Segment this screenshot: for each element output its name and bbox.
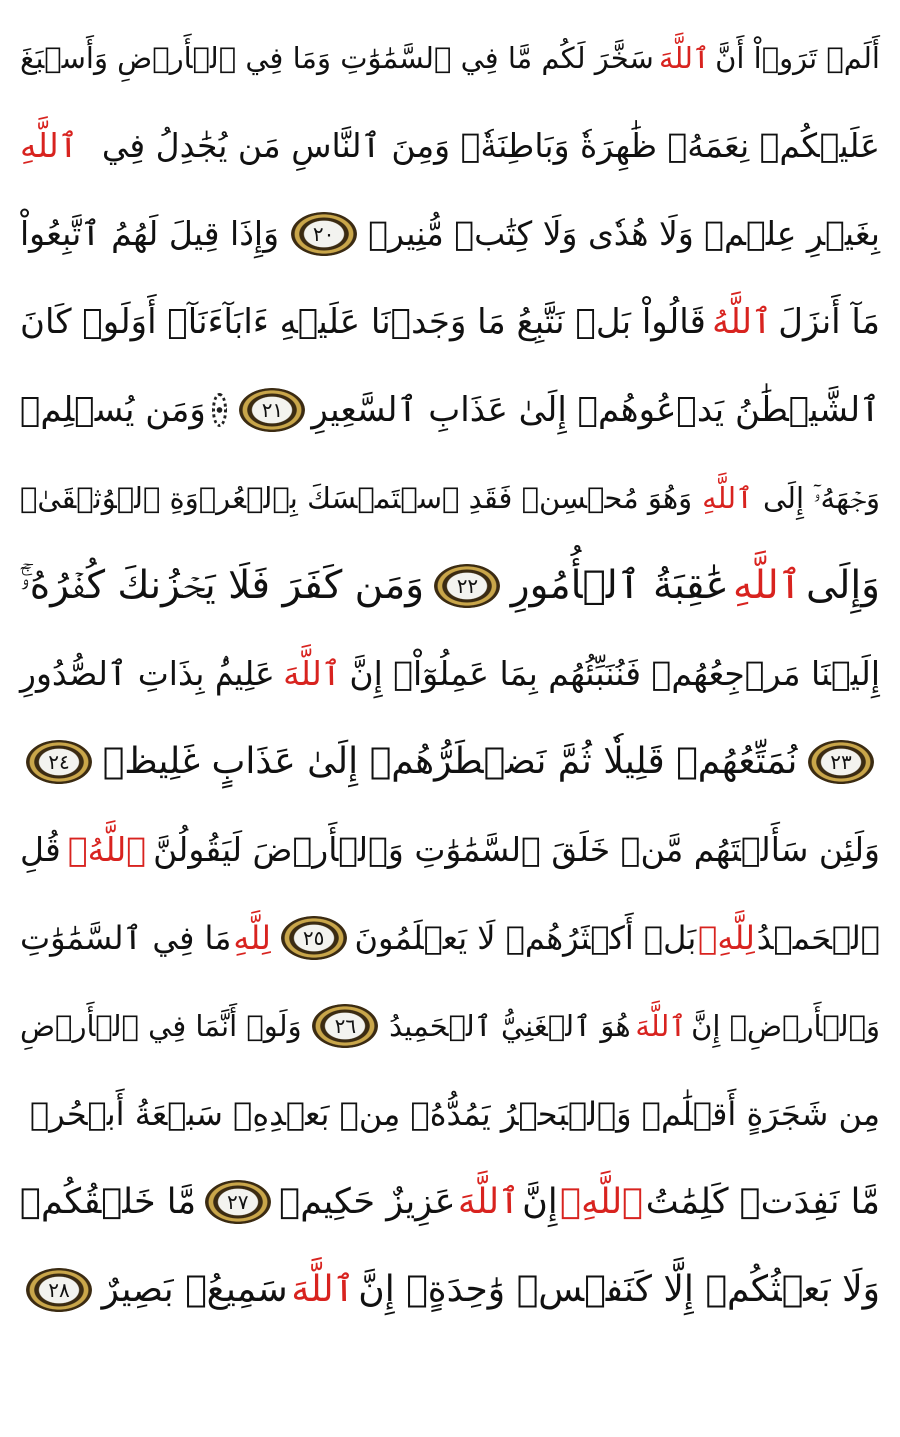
ayah-number-marker: ٢٥ — [281, 916, 347, 960]
ayah-number-marker: ٢٦ — [312, 1004, 378, 1048]
ayah-number-marker: ٢٤ — [26, 740, 92, 784]
verse-text: بِغَيۡرِ عِلۡمٖ وَلَا هُدٗى وَلَا كِتَٰبٖ مُّنِيرٖ — [368, 214, 880, 253]
divine-name-text: ٱللَّهِۚ — [560, 1182, 644, 1222]
divine-name-text: ٱللَّهُ — [712, 302, 772, 342]
verse-text: قَالُواْ بَلۡ نَتَّبِعُ مَا وَجَدۡنَا عَلَيۡهِ ءَابَآءَنَآۚ أَوَلَوۡ كَانَ — [20, 302, 706, 342]
verse-text: وَلَا بَعۡثُكُمۡ إِلَّا كَنَفۡسٖ وَٰحِدَةٍۚ إِنَّ — [358, 1269, 880, 1310]
verse-text: وَإِلَى — [805, 563, 880, 608]
verse-text: إِلَيۡنَا مَرۡجِعُهُمۡ فَنُنَبِّئُهُم بِمَا عَمِلُوٓاْۚ إِنَّ — [349, 654, 880, 693]
verse-text: وَلَئِن سَأَلۡتَهُم مَّنۡ خَلَقَ ٱلسَّمَٰوَٰتِ وَٱلۡأَرۡضَ لَيَقُولُنَّ — [153, 830, 880, 869]
verse-text: ٱلۡحَمۡدُ — [756, 919, 880, 957]
verse-text: إِنَّ — [522, 1182, 558, 1222]
verse-text: مَآ أَنزَلَ — [778, 302, 880, 342]
verse-text: عَزِيزٌ حَكِيمٞ — [279, 1182, 456, 1222]
divine-name-text: ٱللَّهُۚ — [67, 830, 147, 869]
ayah-number-marker: ٢٨ — [26, 1268, 92, 1312]
ayah-number-marker: ٢٣ — [808, 740, 874, 784]
text-line — [20, 718, 880, 806]
text-line — [20, 190, 880, 278]
text-line — [20, 894, 880, 982]
text-line — [20, 1070, 880, 1158]
verse-text: سَمِيعُۢ بَصِيرٌ — [101, 1269, 288, 1310]
verse-text: عَلِيمُۢ بِذَاتِ ٱلصُّدُورِ — [20, 654, 275, 693]
divine-name-text: ٱللَّهَ — [291, 1269, 355, 1310]
verse-text: مَّا نَفِدَتۡ كَلِمَٰتُ — [645, 1182, 880, 1222]
verse-text: سَخَّرَ لَكُم مَّا فِي ٱلسَّمَٰوَٰتِ وَمَا فِي ٱلۡأَرۡضِ وَأَسۡبَغَ — [20, 41, 654, 75]
verse-text: وَمَن كَفَرَ فَلَا يَحۡزُنكَ كُفۡرُهُۥٓۚ — [20, 563, 425, 608]
verse-text: وَجۡهَهُۥٓ إِلَى — [763, 481, 880, 515]
divine-name-text: لِلَّهِ — [233, 919, 271, 957]
ayah-number-marker: ٢٧ — [205, 1180, 271, 1224]
text-line — [20, 1246, 880, 1334]
verse-text: مَّا خَلۡقُكُمۡ — [20, 1182, 197, 1222]
divine-name-text: ٱللَّهَ — [458, 1182, 520, 1222]
verse-text: قُلِ — [20, 830, 61, 869]
text-line — [20, 366, 880, 454]
verse-text: بَلۡ أَكۡثَرُهُمۡ لَا يَعۡلَمُونَ — [354, 919, 697, 957]
verse-text: وَلَوۡ أَنَّمَا فِي ٱلۡأَرۡضِ — [20, 1009, 302, 1043]
divine-name-text: ٱللَّهَ — [658, 41, 710, 75]
verse-text: ٱلشَّيۡطَٰنُ يَدۡعُوهُمۡ إِلَىٰ عَذَابِ ٱلسَّعِيرِ — [311, 390, 880, 430]
verse-text: أَلَمۡ تَرَوۡاْ أَنَّ — [715, 41, 880, 75]
text-line — [20, 14, 880, 102]
text-line — [20, 1158, 880, 1246]
ayah-number-marker: ٢٠ — [291, 212, 357, 256]
ayah-number-marker: ٢٢ — [434, 564, 500, 608]
verse-text: نُمَتِّعُهُمۡ قَلِيلٗا ثُمَّ نَضۡطَرُّهُمۡ إِلَىٰ عَذَابٍ غَلِيظٖ — [102, 741, 798, 782]
verse-text: وَمَن يُسۡلِمۡ — [20, 390, 206, 430]
text-line — [20, 102, 880, 190]
verse-text: وَهُوَ مُحۡسِنٞ فَقَدِ ٱسۡتَمۡسَكَ بِٱلۡعُرۡوَةِ ٱلۡوُثۡقَىٰۗ — [20, 481, 693, 515]
rub-el-hizb-icon — [212, 393, 228, 427]
verse-text: عَلَيۡكُمۡ نِعَمَهُۥ ظَٰهِرَةٗ وَبَاطِنَةٗۗ وَمِنَ ٱلنَّاسِ مَن يُجَٰدِلُ فِي — [101, 126, 880, 165]
verse-text: وَٱلۡأَرۡضِۚ إِنَّ — [691, 1009, 880, 1043]
divine-name-text: لِلَّهِۚ — [698, 919, 755, 957]
divine-name-text: ٱللَّهَ — [283, 654, 342, 693]
verse-text: عَٰقِبَةُ ٱلۡأُمُورِ — [510, 563, 729, 608]
verse-text: وَإِذَا قِيلَ لَهُمُ ٱتَّبِعُواْ — [20, 214, 280, 253]
verse-text: مَا فِي ٱلسَّمَٰوَٰتِ — [20, 919, 232, 957]
verse-text: مِن شَجَرَةٍ أَقۡلَٰمٞ وَٱلۡبَحۡرُ يَمُدُّهُۥ مِنۢ بَعۡدِهِۦ سَبۡعَةُ أَبۡحُرٖ — [30, 1095, 880, 1133]
divine-name-text: ٱللَّهَ — [635, 1009, 687, 1043]
divine-name-text: ٱللَّهِ — [20, 126, 79, 165]
ayah-number-marker: ٢١ — [239, 388, 305, 432]
text-line — [20, 278, 880, 366]
text-line — [20, 454, 880, 542]
text-line — [20, 630, 880, 718]
verse-text: هُوَ ٱلۡغَنِيُّ ٱلۡحَمِيدُ — [389, 1009, 631, 1043]
text-line — [20, 542, 880, 630]
divine-name-text: ٱللَّهِ — [733, 563, 802, 608]
divine-name-text: ٱللَّهِ — [702, 481, 754, 515]
text-line — [20, 982, 880, 1070]
text-line — [20, 806, 880, 894]
